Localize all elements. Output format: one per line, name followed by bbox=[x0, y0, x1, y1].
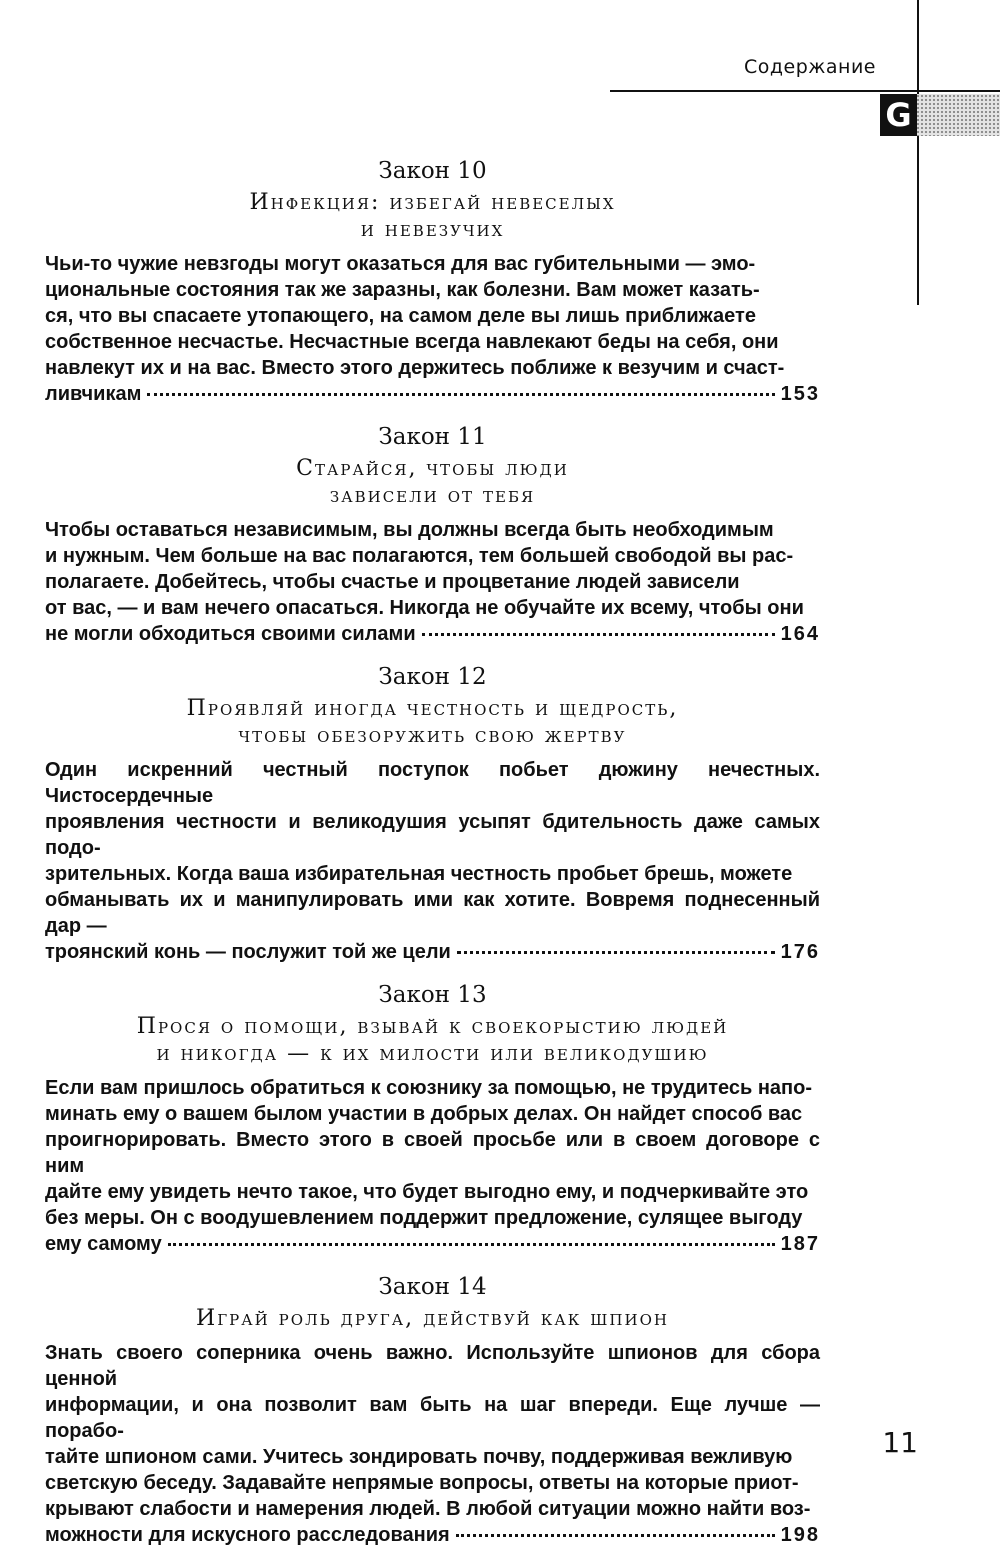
law-title-line: Старайся, чтобы люди bbox=[296, 456, 569, 481]
toc-entry-law-11[interactable] bbox=[45, 421, 820, 647]
dot-leader bbox=[422, 633, 775, 636]
law-title-line: Инфекция: избегай невеселых bbox=[249, 190, 616, 215]
law-description bbox=[45, 1340, 820, 1548]
page-ref[interactable]: 198 bbox=[780, 1524, 820, 1546]
thumb-tab-letter: G bbox=[880, 94, 917, 136]
law-description bbox=[45, 517, 820, 647]
page-ref[interactable]: 153 bbox=[780, 383, 820, 405]
desc-line: проявления честности и великодушия усыпят бдительность даже самых подо- bbox=[45, 811, 820, 859]
law-title-line: и никогда — к их милости или великодушию bbox=[156, 1041, 709, 1066]
desc-line: от вас, — и вам нечего опасаться. Никогда не обучайте их всему, чтобы они bbox=[45, 597, 804, 619]
desc-line: Если вам пришлось обратиться к союзнику за помощью, не трудитесь напо- bbox=[45, 1077, 813, 1099]
desc-line: светскую беседу. Задавайте непрямые вопросы, ответы на которые приот- bbox=[45, 1472, 799, 1494]
law-title-line: зависели от тебя bbox=[329, 483, 536, 508]
page-number: 11 bbox=[882, 1426, 918, 1459]
law-title-line: Играй роль друга, действуй как шпион bbox=[196, 1306, 669, 1331]
law-number: Закон 13 bbox=[378, 982, 487, 1008]
desc-line: крывают слабости и намерения людей. В любой ситуации можно найти воз- bbox=[45, 1498, 811, 1520]
law-number: Закон 11 bbox=[378, 424, 487, 450]
desc-line: навлекут их и на вас. Вместо этого держитесь поближе к везучим и счаст- bbox=[45, 357, 785, 379]
law-title bbox=[45, 455, 820, 509]
law-title-line: Проявляй иногда честность и щедрость, bbox=[186, 696, 679, 721]
desc-line: циональные состояния так же заразны, как болезни. Вам может казать- bbox=[45, 279, 760, 301]
toc-entry-law-10[interactable] bbox=[45, 155, 820, 407]
dot-leader bbox=[457, 951, 775, 954]
desc-line: Знать своего соперника очень важно. Используйте шпионов для сбора ценной bbox=[45, 1342, 820, 1390]
desc-last-line bbox=[45, 381, 820, 407]
table-of-contents bbox=[45, 155, 820, 1562]
law-number: Закон 12 bbox=[378, 664, 487, 690]
desc-line-end: можности для искусного расследования bbox=[45, 1524, 450, 1546]
desc-line: проигнорировать. Вместо этого в своей просьбе или в своем договоре с ним bbox=[45, 1129, 820, 1177]
law-number: Закон 10 bbox=[378, 158, 487, 184]
toc-entry-law-12[interactable] bbox=[45, 661, 820, 965]
desc-line: собственное несчастье. Несчастные всегда навлекают беды на себя, они bbox=[45, 331, 779, 353]
law-description bbox=[45, 1075, 820, 1257]
margin-vertical-rule bbox=[917, 0, 919, 305]
dot-leader bbox=[168, 1243, 775, 1246]
desc-last-line bbox=[45, 1231, 820, 1257]
page-ref[interactable]: 187 bbox=[780, 1233, 820, 1255]
law-title bbox=[45, 189, 820, 243]
desc-last-line bbox=[45, 939, 820, 965]
desc-line: дайте ему увидеть нечто такое, что будет выгодно ему, и подчеркивайте это bbox=[45, 1181, 809, 1203]
desc-line: Чтобы оставаться независимым, вы должны всегда быть необходимым bbox=[45, 519, 774, 541]
desc-last-line bbox=[45, 621, 820, 647]
desc-line: ся, что вы спасаете утопающего, на самом деле вы лишь приближаете bbox=[45, 305, 756, 327]
page-ref[interactable]: 176 bbox=[780, 941, 820, 963]
law-title bbox=[45, 1013, 820, 1067]
toc-entry-law-13[interactable] bbox=[45, 979, 820, 1257]
toc-entry-law-14[interactable] bbox=[45, 1271, 820, 1548]
desc-line: минать ему о вашем былом участии в добрых делах. Он найдет способ вас bbox=[45, 1103, 803, 1125]
desc-line: тайте шпионом сами. Учитесь зондировать почву, поддерживая вежливую bbox=[45, 1446, 793, 1468]
law-title bbox=[45, 695, 820, 749]
desc-last-line bbox=[45, 1522, 820, 1548]
desc-line: и нужным. Чем больше на вас полагаются, тем большей свободой вы рас- bbox=[45, 545, 794, 567]
law-description bbox=[45, 251, 820, 407]
law-title-line: Прося о помощи, взывай к своекорыстию людей bbox=[136, 1014, 729, 1039]
desc-line-end: ливчикам bbox=[45, 383, 142, 405]
dot-leader bbox=[456, 1534, 775, 1537]
desc-line: Чьи-то чужие невзгоды могут оказаться для вас губительными — эмо- bbox=[45, 253, 756, 275]
desc-line-end: не могли обходиться своими силами bbox=[45, 623, 416, 645]
desc-line: зрительных. Когда ваша избирательная честность пробьет брешь, можете bbox=[45, 863, 793, 885]
desc-line: без меры. Он с воодушевлением поддержит предложение, сулящее выгоду bbox=[45, 1207, 803, 1229]
desc-line: полагаете. Добейтесь, чтобы счастье и процветание людей зависели bbox=[45, 571, 740, 593]
desc-line-end: ему самому bbox=[45, 1233, 162, 1255]
law-description bbox=[45, 757, 820, 965]
dot-leader bbox=[147, 393, 774, 396]
desc-line: обманывать их и манипулировать ими как хотите. Вовремя поднесенный дар — bbox=[45, 889, 820, 937]
section-header: Содержание bbox=[744, 56, 876, 78]
desc-line-end: троянский конь — послужит той же цели bbox=[45, 941, 451, 963]
law-title-line: чтобы обезоружить свою жертву bbox=[238, 723, 627, 748]
law-number: Закон 14 bbox=[378, 1274, 487, 1300]
header-rule bbox=[610, 90, 1000, 92]
law-title-line: и невезучих bbox=[360, 217, 505, 242]
desc-line: Один искренний честный поступок побьет дюжину нечестных. Чистосердечные bbox=[45, 759, 820, 807]
page-ref[interactable]: 164 bbox=[780, 623, 820, 645]
desc-line: информации, и она позволит вам быть на шаг впереди. Еще лучше — порабо- bbox=[45, 1394, 820, 1442]
law-title bbox=[45, 1305, 820, 1332]
